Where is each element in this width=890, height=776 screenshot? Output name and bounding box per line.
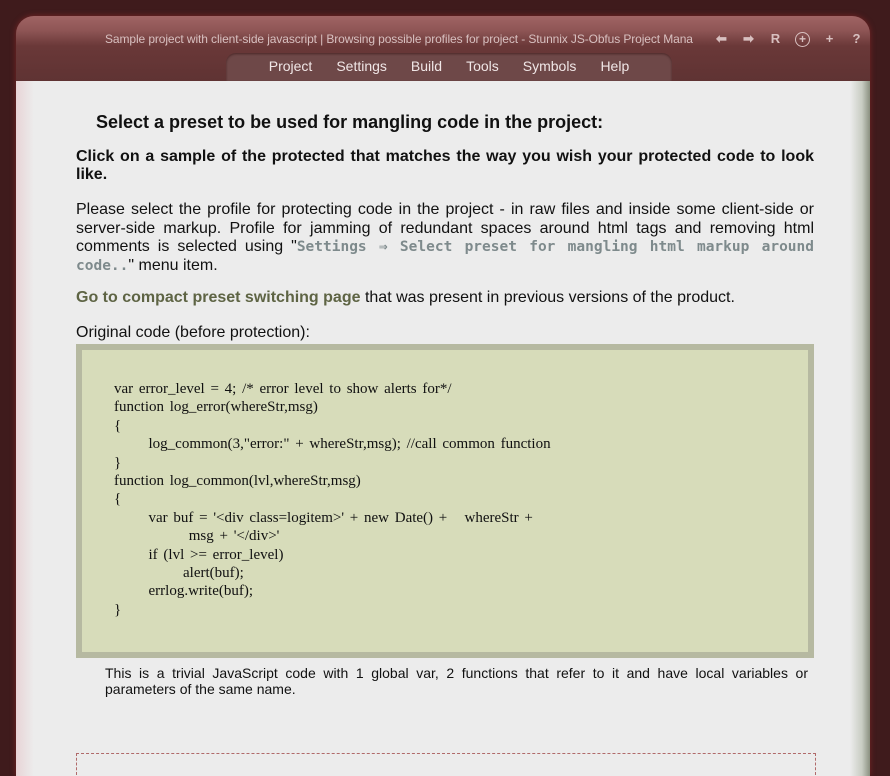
- circle-plus-button[interactable]: [789, 31, 816, 47]
- window-title: Sample project with client-side javascript | Browsing possible profiles for project - Stunnix JS-Obfus Project Mana: [105, 32, 693, 46]
- menu-tools[interactable]: Tools: [466, 58, 499, 74]
- code-line: function log_error(whereStr,msg): [114, 399, 318, 416]
- original-code-label: Original code (before protection):: [76, 324, 310, 341]
- code-line: }: [114, 601, 122, 618]
- compact-preset-link[interactable]: Go to compact preset switching page: [76, 289, 361, 306]
- menu-build[interactable]: Build: [410, 58, 443, 74]
- code-line: msg + '</div>': [114, 528, 280, 545]
- code-block: [82, 350, 808, 652]
- plus-icon[interactable]: +: [825, 31, 834, 46]
- code-line: }: [114, 454, 122, 471]
- forward-arrow-icon[interactable]: ➡: [743, 31, 754, 46]
- code-caption: This is a trivial JavaScript code with 1 global var, 2 functions that refer to it and have local variables or parameters of the same name.: [105, 665, 808, 697]
- content-area: [16, 81, 870, 776]
- code-line: if (lvl >= error_level): [114, 546, 284, 563]
- code-line: var buf = '<div class=logitem>' + new Date() + whereStr +: [114, 509, 533, 526]
- help-icon[interactable]: ?: [852, 31, 861, 46]
- code-line: var error_level = 4; /* error level to show alerts for*/: [114, 381, 452, 397]
- menu-help[interactable]: Help: [600, 58, 630, 74]
- code-line: log_common(3,"error:" + whereStr,msg); //call common function: [114, 436, 551, 453]
- menu-bar: [226, 53, 672, 81]
- code-line: alert(buf);: [114, 565, 244, 582]
- menu-reference: Settings ⇒ Select preset for mangling html markup around code..: [76, 239, 814, 274]
- back-arrow-icon[interactable]: ⬅: [716, 31, 727, 46]
- title-toolbar: [708, 31, 870, 47]
- circle-plus-icon: +: [795, 32, 810, 47]
- preset-sample-box[interactable]: [76, 753, 816, 776]
- reload-icon[interactable]: R: [770, 31, 781, 46]
- para-text-before: Please select the profile for protecting code in the project - in raw files and inside some client-side or server-side markup. Profile for jamming of redundant spaces around html tags and removing html comments is selected using ": [76, 201, 814, 255]
- original-code-box: [76, 344, 814, 658]
- menu-settings[interactable]: Settings: [336, 58, 387, 74]
- code-line: function log_common(lvl,whereStr,msg): [114, 473, 361, 490]
- lead-text: Click on a sample of the protected that matches the way you wish your protected code to look like.: [76, 148, 814, 183]
- title-bar: [16, 16, 870, 81]
- para-text-after: " menu item.: [128, 256, 218, 274]
- code-line: {: [114, 417, 122, 434]
- code-line: errlog.write(buf);: [114, 583, 254, 600]
- page-title: Select a preset to be used for mangling code in the project:: [96, 112, 604, 132]
- link-suffix: that was present in previous versions of the product.: [360, 289, 735, 306]
- menu-symbols[interactable]: Symbols: [522, 58, 577, 74]
- app-window: [16, 16, 870, 776]
- code-line: {: [114, 491, 122, 508]
- compact-page-line: [76, 289, 735, 307]
- instructions-paragraph: [76, 201, 814, 275]
- menu-project[interactable]: Project: [268, 58, 313, 74]
